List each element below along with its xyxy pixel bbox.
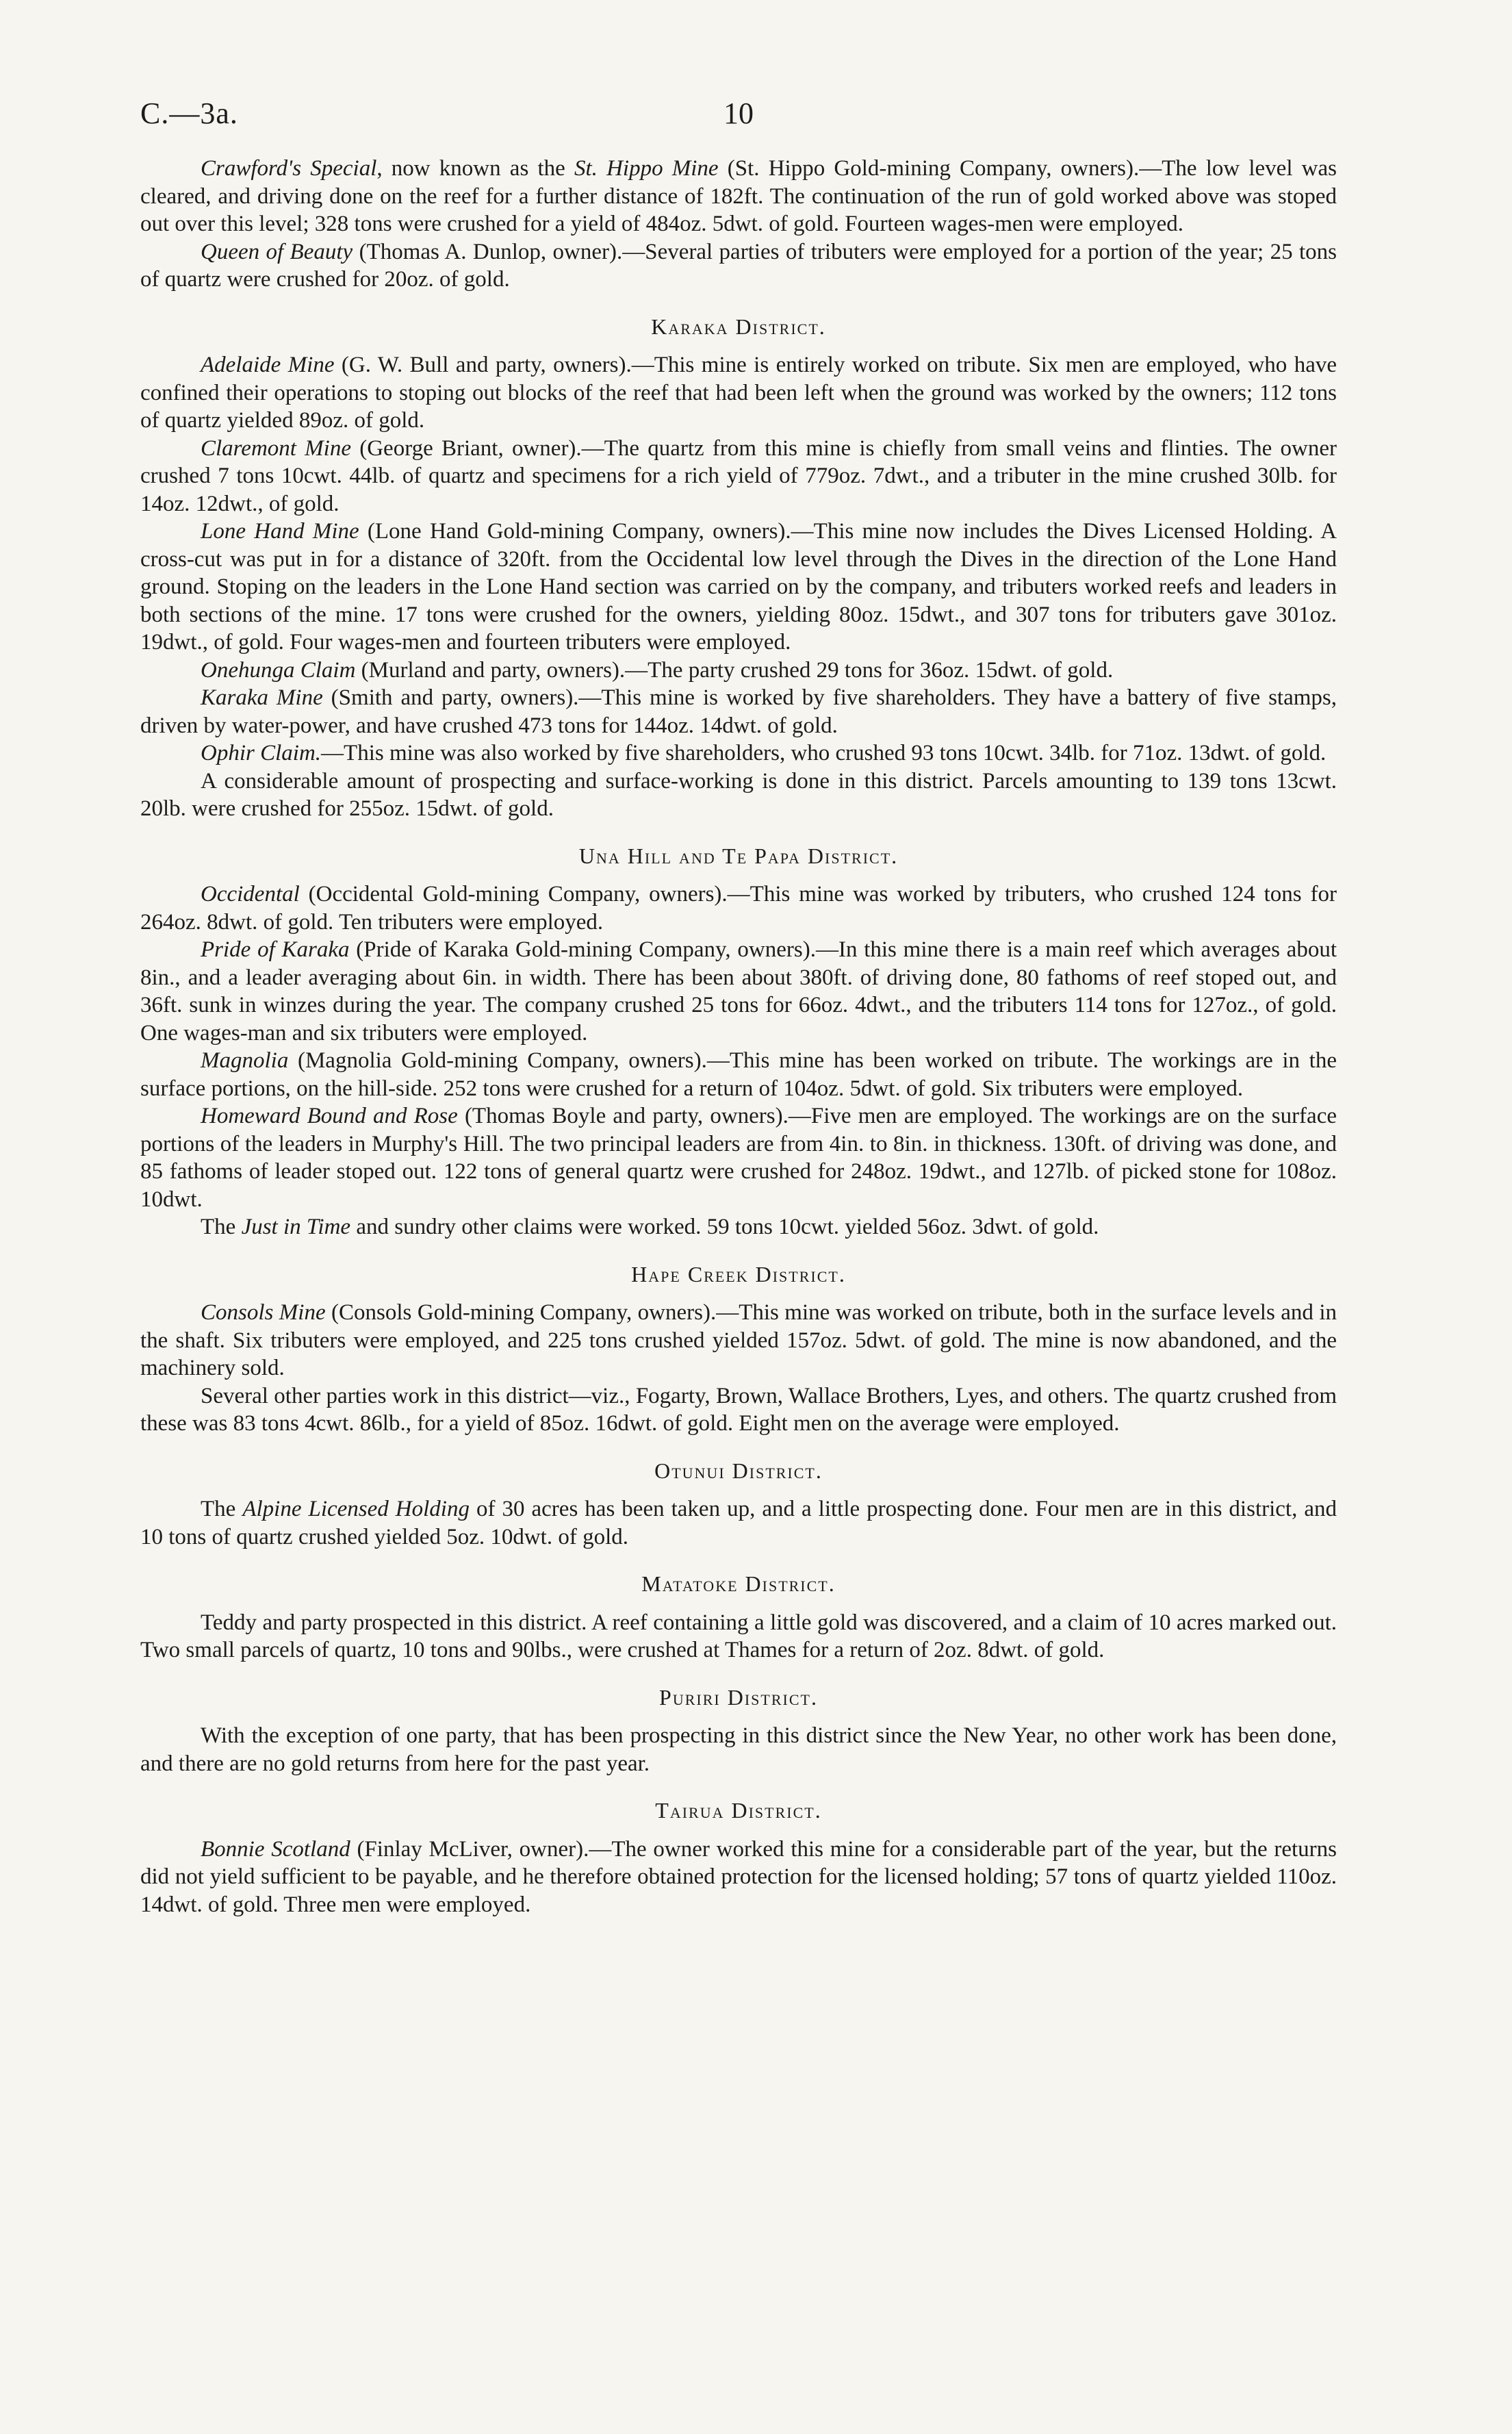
page-header [140, 96, 1337, 155]
text-run: and sundry other claims were worked. 59 tons 10cwt. yielded 56oz. 3dwt. of gold. [350, 1215, 1099, 1239]
mine-name: Adelaide Mine [201, 353, 335, 377]
mine-name: Queen of Beauty [201, 239, 353, 264]
text-run: (Pride of Karaka Gold-mining Company, owners).—In this mine there is a main reef which averages about 8in., and a leader averaging about 6in. in width. There has been about 380ft. of driving done, 80 fathoms of reef stoped out, and 36ft. sunk in winzes during the year. The company crushed 25 tons for 66oz. 4dwt., and the tributers 114 tons for 127oz., of gold. One wages-man and six tributers were employed. [140, 937, 1337, 1045]
paragraph [140, 1609, 1337, 1664]
paragraph [140, 351, 1337, 435]
paragraph [140, 1047, 1337, 1102]
text-run: Several other parties work in this district—viz., Fogarty, Brown, Wallace Brothers, Lyes, and others. The quartz crushed from these was 83 tons 4cwt. 86lb., for a yield of 85oz. 16dwt. of gold. Eight men on the average were employed. [140, 1383, 1337, 1436]
paragraph [140, 1836, 1337, 1919]
district-heading: Karaka District. [651, 314, 826, 339]
mine-name: Ophir Claim. [201, 741, 322, 765]
paragraph [140, 518, 1337, 657]
district-heading: Una Hill and Te Papa District. [578, 843, 899, 868]
text-run: (Lone Hand Gold-mining Company, owners).—This mine now includes the Dives Licensed Holding. A cross-cut was put in for a distance of 320ft. from the Occidental low level through the Dives in the direction of the Lone Hand ground. Stoping on the leaders in the Lone Hand section was carried on by the company, and tributers worked reefs and leaders in both sections of the mine. 17 tons were crushed for the owners, yielding 80oz. 15dwt., and 307 tons for tributers gave 301oz. 19dwt., of gold. Four wages-men and fourteen tributers were employed. [140, 519, 1337, 655]
mine-name: Alpine Licensed Holding [242, 1497, 470, 1521]
paragraph [140, 936, 1337, 1047]
mine-name: Bonnie Scotland [201, 1836, 350, 1862]
text-run: (Finlay McLiver, owner).—The owner worked this mine for a considerable part of the year, but the returns did not yield sufficient to be payable, and he therefore obtained protection for the licensed holding; 57 tons of quartz yielded 110oz. 14dwt. of gold. Three men were employed. [140, 1836, 1337, 1917]
district-heading: Hape Creek District. [631, 1261, 846, 1286]
mine-name: St. Hippo Mine [574, 156, 719, 181]
text-run: of 30 acres has been taken up, and a little prospecting done. Four men are in this district, and 10 tons of quartz crushed yielded 5oz. 10dwt. of gold. [140, 1497, 1337, 1549]
paragraph [140, 1722, 1337, 1777]
paragraph [140, 1299, 1337, 1382]
text-run: (George Briant, owner).—The quartz from this mine is chiefly from small veins and flinties. The owner crushed 7 tons 10cwt. 44lb. of quartz and specimens for a rich yield of 779oz. 7dwt., and a tributer in the mine crushed 30lb. for 14oz. 12dwt., of gold. [140, 435, 1337, 516]
text-run: (Thomas A. Dunlop, owner).—Several parties of tributers were employed for a portion of the year; 25 tons of quartz were crushed for 20oz. of gold. [140, 239, 1337, 292]
paragraph [140, 880, 1337, 936]
page-number: 10 [723, 97, 754, 130]
paragraph [140, 1213, 1337, 1241]
district-heading: Tairua District. [655, 1798, 822, 1823]
mine-name: Magnolia [201, 1048, 289, 1073]
text-run: , now known as the [376, 156, 574, 181]
mine-name: Consols Mine [201, 1300, 326, 1325]
mine-name: Occidental [201, 882, 300, 907]
paragraph [140, 739, 1337, 768]
text-run: Teddy and party prospected in this district. A reef containing a little gold was discovered, and a claim of 10 acres marked out. Two small parcels of quartz, 10 tons and 90lbs., were crushed at Thames for a return of 2oz. 8dwt. of gold. [140, 1610, 1337, 1662]
paragraph [140, 768, 1337, 823]
text-run: A considerable amount of prospecting and surface-working is done in this district. Parcels amounting to 139 tons 13cwt. 20lb. were crushed for 255oz. 15dwt. of gold. [140, 768, 1337, 821]
text-run: (Magnolia Gold-mining Company, owners).—This mine has been worked on tribute. The workings are in the surface portions, on the hill-side. 252 tons were crushed for a return of 104oz. 5dwt. of gold. Six tributers were employed. [140, 1048, 1337, 1101]
text-run: The [201, 1215, 242, 1239]
district-heading: Matatoke District. [641, 1571, 836, 1596]
text-run: (Smith and party, owners).—This mine is worked by five shareholders. They have a battery of five stamps, driven by water-power, and have crushed 473 tons for 144oz. 14dwt. of gold. [140, 685, 1337, 738]
paragraph [140, 238, 1337, 294]
paragraph [140, 435, 1337, 518]
mine-name: Just in Time [241, 1215, 351, 1239]
text-run: (Consols Gold-mining Company, owners).—This mine was worked on tribute, both in the surface levels and in the shaft. Six tributers were employed, and 225 tons crushed yielded 157oz. 5dwt. of gold. The mine is now abandoned, and the machinery sold. [140, 1300, 1337, 1380]
mine-name: Onehunga Claim [201, 657, 356, 683]
paragraph [140, 1102, 1337, 1213]
mine-name: Claremont Mine [201, 435, 351, 461]
mine-name: Crawford's Special [201, 156, 377, 181]
report-body [140, 155, 1337, 1918]
mine-name: Karaka Mine [201, 685, 323, 710]
text-run: (St. Hippo Gold-mining Company, owners).—The low level was cleared, and driving done on the reef for a further distance of 182ft. The continuation of the run of gold worked above was stoped out over this level; 328 tons were crushed for a yield of 484oz. 5dwt. of gold. Fourteen wages-men were employed. [140, 156, 1337, 236]
paragraph [140, 657, 1337, 685]
text-run: With the exception of one party, that has been prospecting in this district since the New Year, no other work has been done, and there are no gold returns from here for the past year. [140, 1723, 1337, 1776]
mine-name: Lone Hand Mine [201, 519, 359, 544]
mine-name: Homeward Bound and Rose [201, 1104, 458, 1128]
district-heading: Otunui District. [654, 1458, 823, 1483]
text-run: (Thomas Boyle and party, owners).—Five men are employed. The workings are on the surface portions of the leaders in Murphy's Hill. The two principal leaders are from 4in. to 8in. in thickness. 130ft. of driving was done, and 85 fathoms of leader stoped out. 122 tons of general quartz were crushed for 248oz. 19dwt., and 127lb. of picked stone for 108oz. 10dwt. [140, 1104, 1337, 1212]
text-run: —This mine was also worked by five shareholders, who crushed 93 tons 10cwt. 34lb. for 71oz. 13dwt. of gold. [321, 741, 1327, 765]
text-run: (Murland and party, owners).—The party crushed 29 tons for 36oz. 15dwt. of gold. [355, 657, 1114, 683]
text-run: (Occidental Gold-mining Company, owners).—This mine was worked by tributers, who crushed 124 tons for 264oz. 8dwt. of gold. Ten tributers were employed. [140, 882, 1337, 935]
document-code: C.—3a. [140, 97, 238, 130]
paragraph [140, 684, 1337, 739]
mine-name: Pride of Karaka [201, 937, 350, 962]
text-run: The [201, 1497, 243, 1521]
paragraph [140, 1382, 1337, 1438]
paragraph [140, 1495, 1337, 1551]
text-run: (G. W. Bull and party, owners).—This mine is entirely worked on tribute. Six men are employed, who have confined their operations to stoping out blocks of the reef that had been left when the ground was worked by the owners; 112 tons of quartz yielded 89oz. of gold. [140, 353, 1337, 433]
paragraph [140, 155, 1337, 238]
district-heading: Puriri District. [659, 1684, 818, 1710]
